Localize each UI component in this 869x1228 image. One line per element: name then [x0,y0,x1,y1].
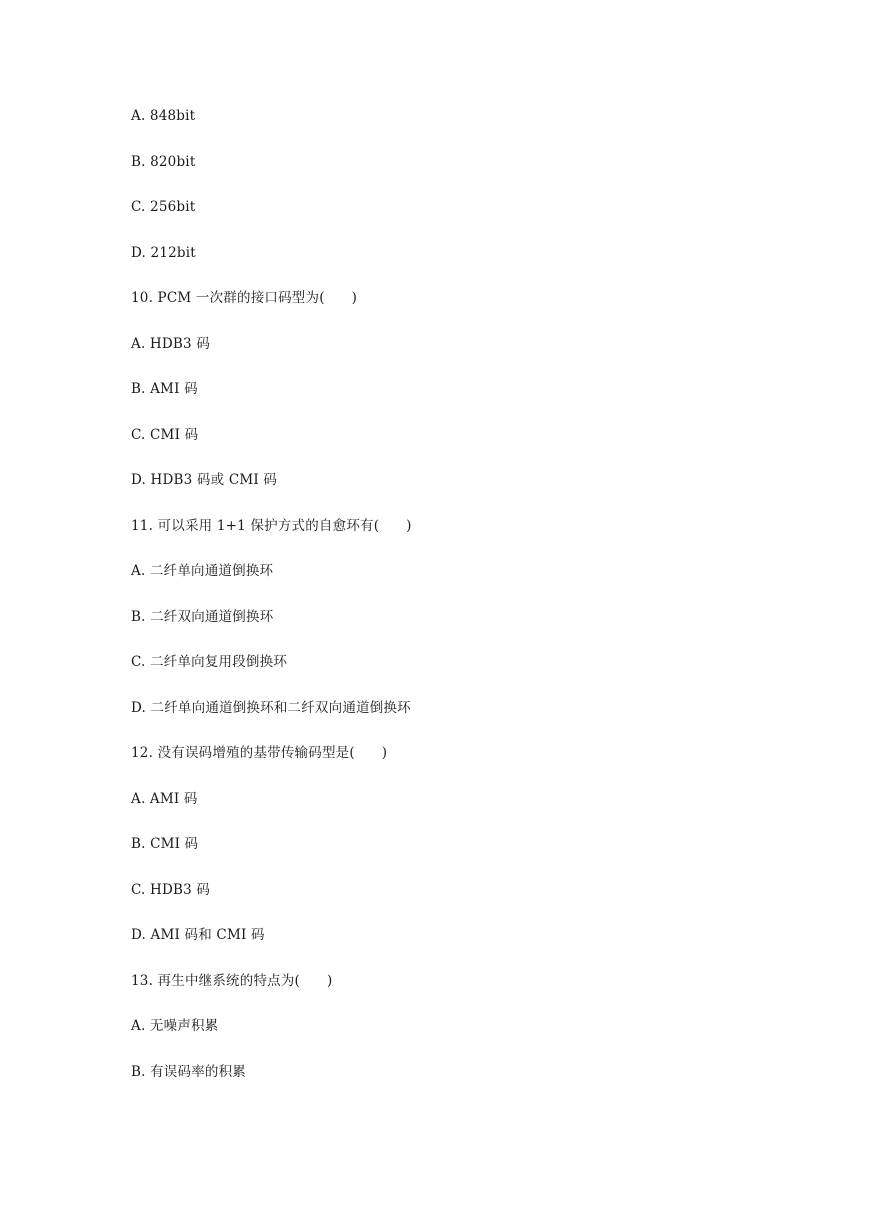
q11-option-a: A. 二纤单向通道倒换环 [131,563,274,579]
q10-option-c: C. CMI 码 [131,426,199,443]
option-c-256bit: C. 256bit [131,199,196,215]
q10-option-d: D. HDB3 码或 CMI 码 [131,472,278,488]
q12-option-c: C. HDB3 码 [131,881,211,898]
q13-option-a: A. 无噪声积累 [131,1018,219,1034]
q12-option-b: B. CMI 码 [131,836,199,852]
q11-option-d: D. 二纤单向通道倒换环和二纤双向通道倒换环 [131,699,411,716]
option-b-820bit: B. 820bit [131,153,196,170]
question-13: 13. 再生中继系统的特点为( ) [131,972,333,989]
q12-option-a: A. AMI 码 [131,790,198,807]
question-12: 12. 没有误码增殖的基带传输码型是( ) [131,745,388,761]
question-10: 10. PCM 一次群的接口码型为( ) [131,290,358,306]
q10-option-b: B. AMI 码 [131,381,198,397]
q12-option-d: D. AMI 码和 CMI 码 [131,927,265,943]
q11-option-c: C. 二纤单向复用段倒换环 [131,654,288,670]
option-a-848bit: A. 848bit [131,108,196,124]
q13-option-b: B. 有误码率的积累 [131,1063,247,1080]
question-list [131,104,831,1105]
question-11: 11. 可以采用 1+1 保护方式的自愈环有( ) [131,517,412,534]
q11-option-b: B. 二纤双向通道倒换环 [131,608,274,625]
q10-option-a: A. HDB3 码 [131,335,211,352]
option-d-212bit: D. 212bit [131,244,196,261]
